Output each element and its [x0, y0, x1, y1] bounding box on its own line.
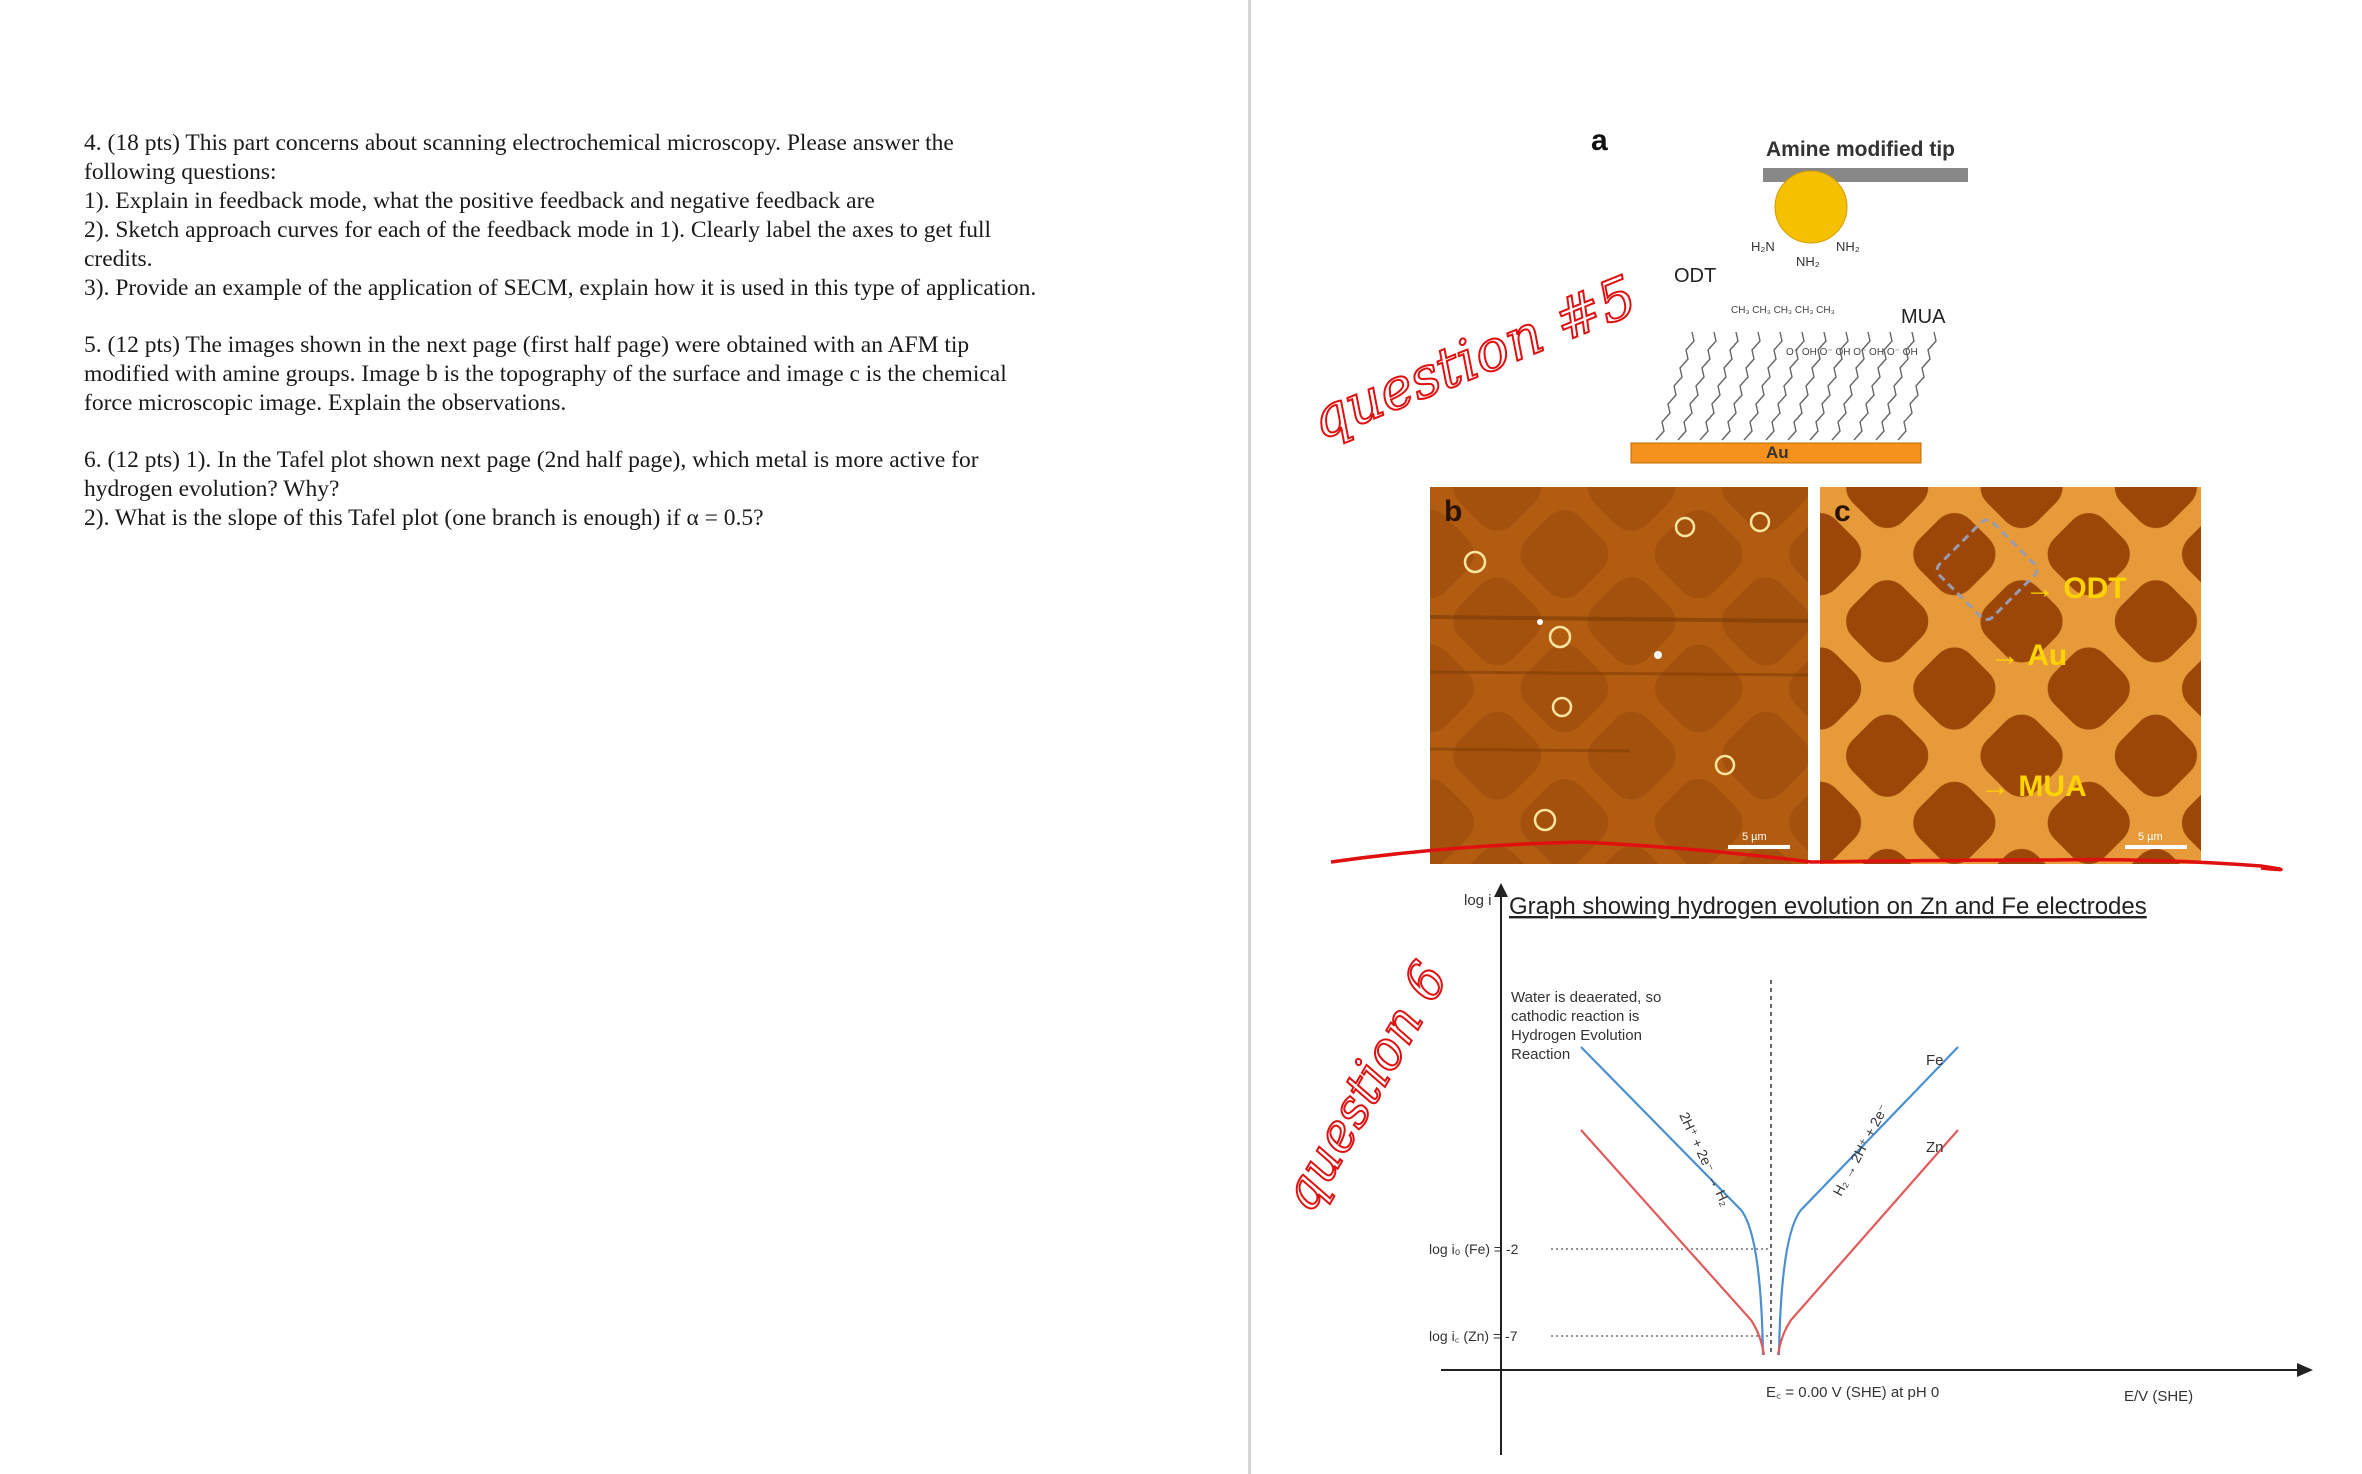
tafel-note: Water is deaerated, so cathodic reaction is Hydrogen Evolution Reaction [1511, 989, 1662, 1063]
question-5 [84, 331, 1144, 418]
question-line: 6. (12 pts) 1). In the Tafel plot shown next page (2nd half page), which metal is more active for [84, 447, 979, 473]
mua-label: MUA [1901, 306, 1946, 328]
zn-series-label: Zn [1926, 1139, 1944, 1156]
nh2-right: NH₂ [1836, 239, 1860, 254]
cathodic-reaction-label: 2H⁺ + 2e⁻ → H₂ [1676, 1109, 1734, 1209]
question-line: 2). Sketch approach curves for each of the feedback mode in 1). Clearly label the axes to get full [84, 217, 991, 243]
au-arrow-label: → Au [1990, 639, 2068, 672]
question-line: force microscopic image. Explain the observations. [84, 390, 567, 416]
handwritten-question-6: question 6 [1270, 952, 1461, 1222]
question-line: 3). Provide an example of the application of SECM, explain how it is used in this type of application. [84, 275, 1037, 301]
handwriting-layer [1251, 0, 2362, 1474]
tafel-title: Graph showing hydrogen evolution on Zn and Fe electrodes [1509, 893, 2147, 920]
figure-a-letter: a [1591, 124, 1608, 157]
ch3-groups: CH₃ CH₃ CH₃ CH₃ CH₃ [1731, 305, 1835, 316]
tafel-y-label: log i [1464, 892, 1492, 909]
odt-label: ODT [1674, 265, 1717, 287]
figure-c-letter: c [1834, 495, 1851, 528]
au-label: Au [1766, 443, 1789, 462]
question-6 [84, 446, 1144, 533]
fe-series-label: Fe [1926, 1052, 1944, 1069]
question-line: 1). Explain in feedback mode, what the positive feedback and negative feedback are [84, 188, 875, 214]
question-4 [84, 129, 1144, 303]
mua-head-groups: O⁻ OH O⁻ OH O⁻ OH O⁻ OH [1786, 347, 1918, 358]
figure-b-scale-text: 5 µm [1742, 831, 1767, 843]
question-line: 5. (12 pts) The images shown in the next page (first half page) were obtained with an AFM tip [84, 332, 970, 358]
right-page [1251, 0, 2362, 1474]
handwritten-divider-line [1331, 842, 2281, 870]
nh2-bottom: NH₂ [1796, 254, 1820, 269]
odt-arrow-label: → ODT [2025, 572, 2127, 605]
tafel-x-label: E/V (SHE) [2124, 1388, 2194, 1405]
question-text [84, 129, 1144, 561]
question-line: following questions: [84, 159, 277, 185]
zn-exchange-label: log i꜀ (Zn) = -7 [1429, 1328, 1518, 1344]
figure-b-letter: b [1444, 495, 1463, 528]
question-line: modified with amine groups. Image b is the topography of the surface and image c is the chemical [84, 361, 1007, 387]
fe-exchange-label: log i₀ (Fe) = -2 [1429, 1241, 1519, 1257]
figure-c-scale-text: 5 µm [2138, 831, 2163, 843]
nh2-left: H₂N [1751, 239, 1775, 254]
question-line: 4. (18 pts) This part concerns about scanning electrochemical microscopy. Please answer the [84, 130, 954, 156]
question-line: 2). What is the slope of this Tafel plot (one branch is enough) if α = 0.5? [84, 505, 764, 531]
question-line: credits. [84, 246, 153, 272]
tip-label: Amine modified tip [1766, 138, 1955, 161]
mua-arrow-label: → MUA [1980, 770, 2087, 803]
handwritten-question-5: question #5 [1301, 263, 1646, 453]
anodic-reaction-label: H₂ → 2H⁺ + 2e⁻ [1829, 1101, 1892, 1199]
equilibrium-potential-label: E꜀ = 0.00 V (SHE) at pH 0 [1766, 1384, 1940, 1401]
question-line: hydrogen evolution? Why? [84, 476, 340, 502]
